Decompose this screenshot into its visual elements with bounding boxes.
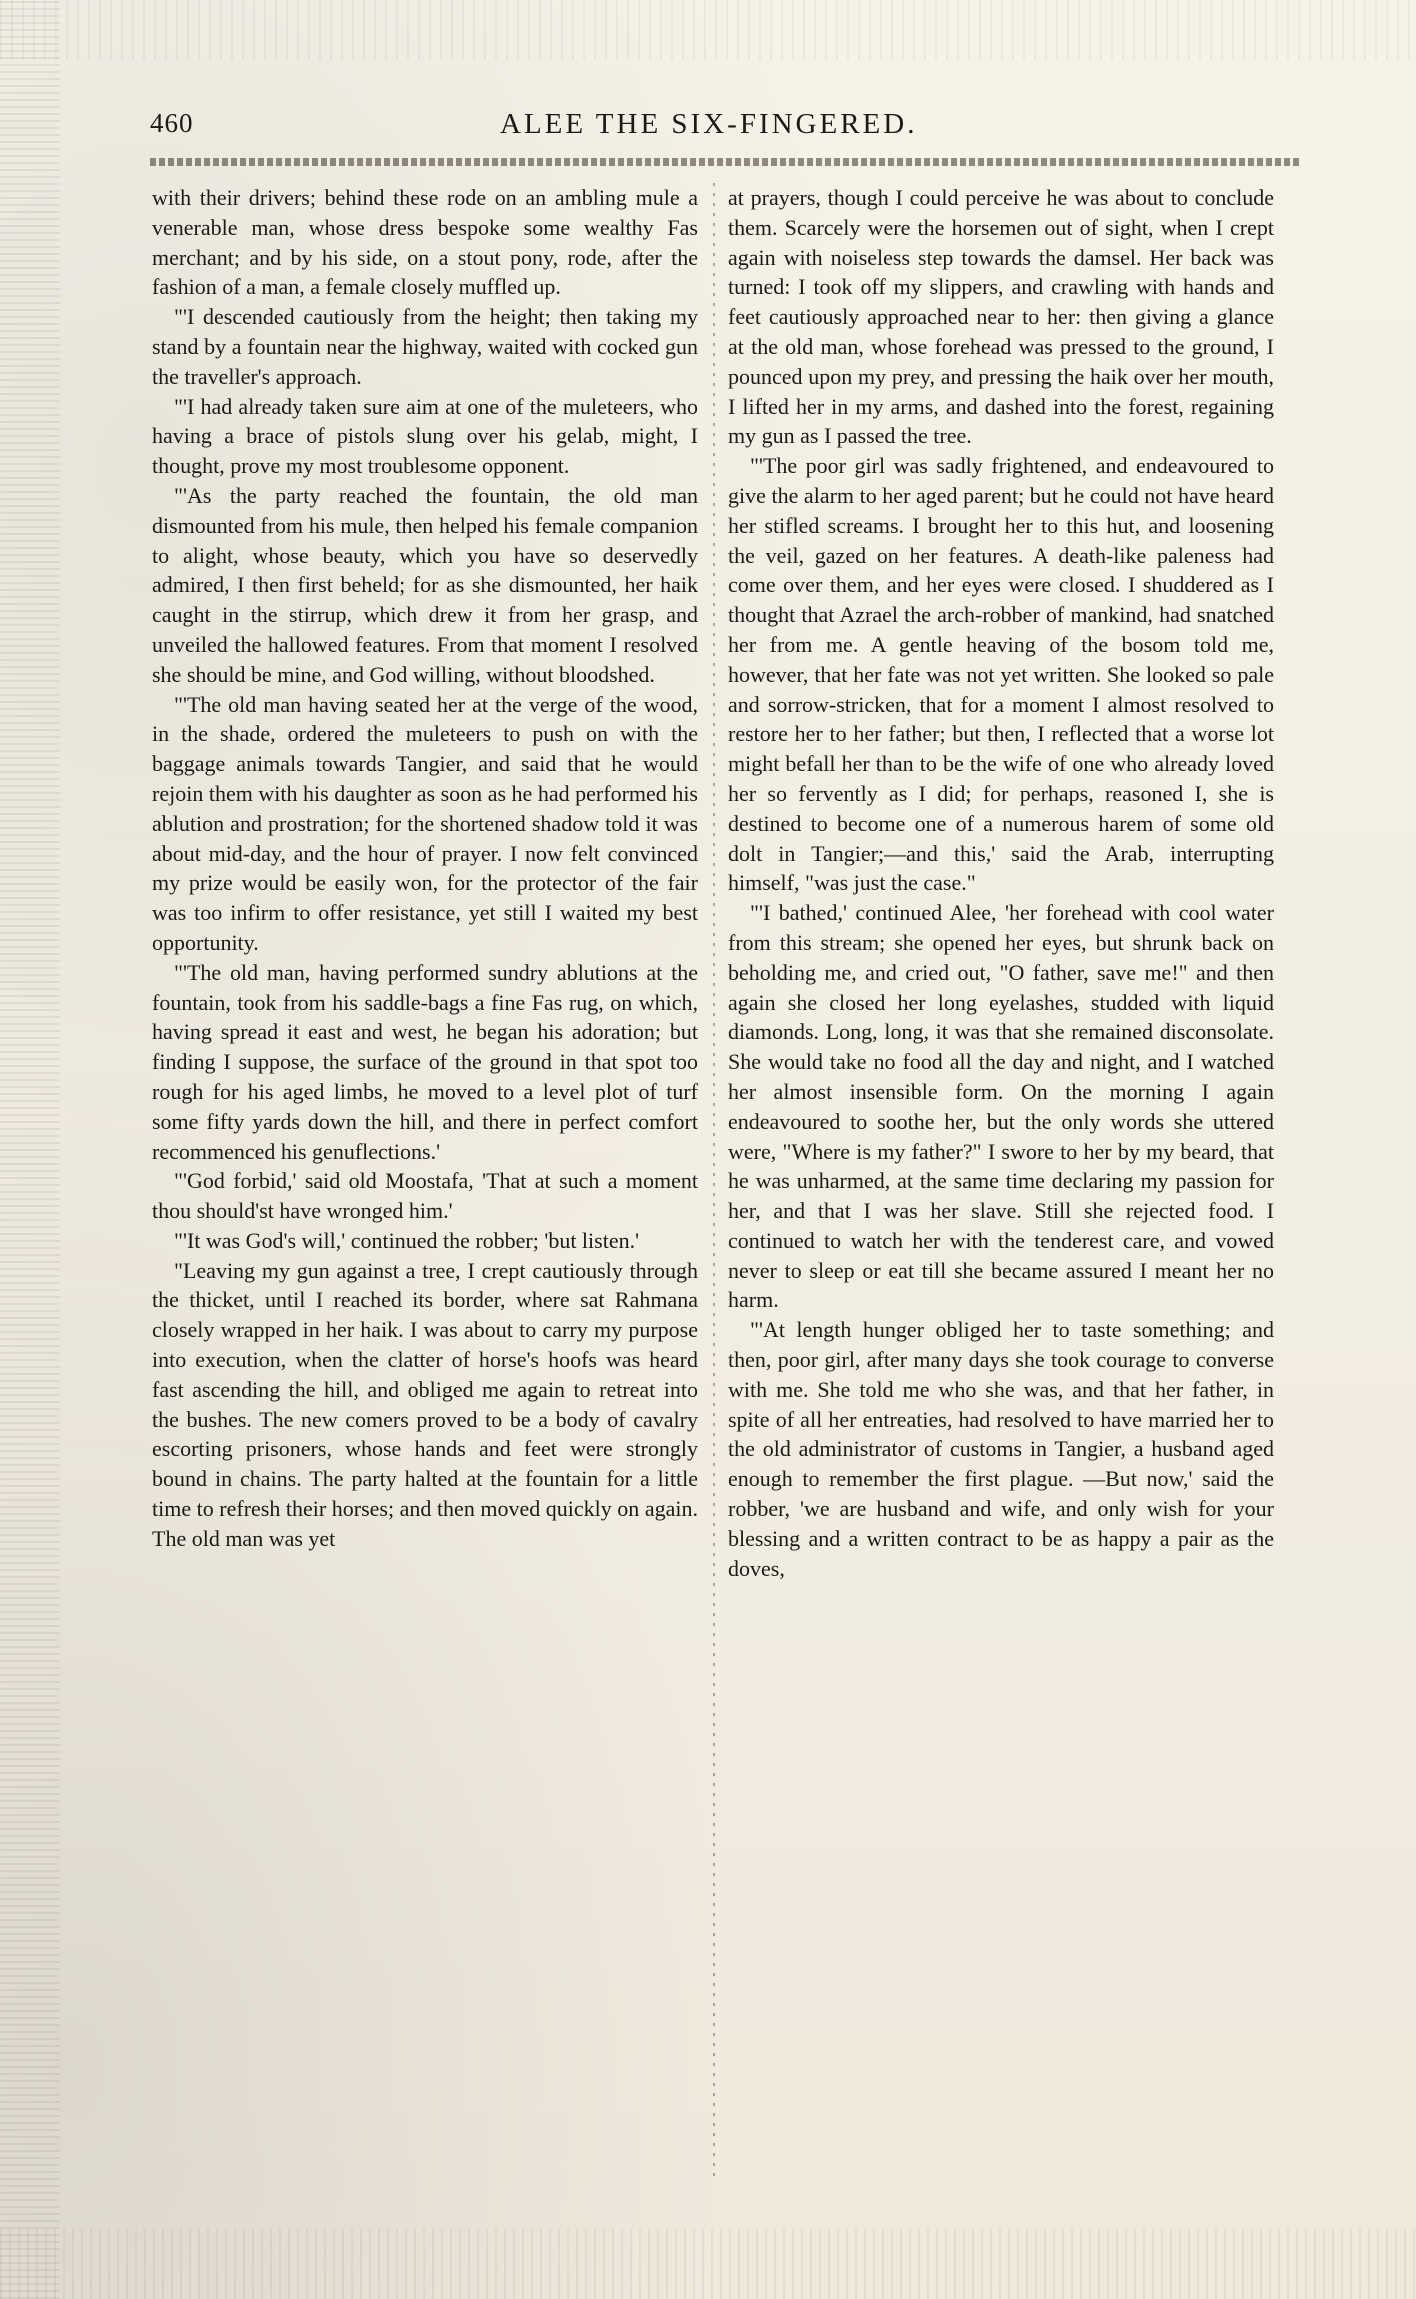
left-paragraph: "'I had already taken sure aim at one of the muleteers, who having a brace of pistols slung over his gelab, might, I thought, prove my most troublesome opponent. [152,393,698,479]
header-rule [150,158,1300,166]
left-column [152,183,698,2183]
running-title: ALEE THE SIX-FINGERED. [500,108,918,140]
right-column [728,183,1274,2183]
left-paragraph: "'It was God's will,' continued the robber; 'but listen.' [174,1227,640,1253]
scan-noise-bottom [0,2229,1416,2299]
page-header [150,108,1300,148]
left-paragraph: with their drivers; behind these rode on an ambling mule a venerable man, whose dress bespoke some wealthy Fas merchant; and by his side, on a stout pony, rode, after the fashion of a man, a female closely muffled up. [152,185,698,300]
left-paragraph: "'God forbid,' said old Moostafa, 'That at such a moment thou should'st have wronged him.' [152,1168,698,1224]
left-paragraph: "'The old man, having performed sundry ablutions at the fountain, took from his saddle-bags a fine Fas rug, on which, having spread it east and west, he began his adoration; but finding I suppose, the surface of the ground in that spot too rough for his aged limbs, he moved to a level plot of turf some fifty yards down the hill, and there in perfect comfort recommenced his genuflections.' [152,959,698,1164]
scan-noise-left [0,0,60,2299]
left-paragraph: "'I descended cautiously from the height; then taking my stand by a fountain near the highway, waited with cocked gun the traveller's approach. [152,304,698,389]
left-paragraph: "'The old man having seated her at the verge of the wood, in the shade, ordered the muleteers to push on with the baggage animals towards Tangier, and said that he would rejoin them with his daughter as soon as he had performed his ablution and prostration; for the shortened shadow told it was about mid-day, and the hour of prayer. I now felt convinced my prize would be easily won, for the protector of the fair was too infirm to offer resistance, yet still I waited my best opportunity. [152,691,698,955]
right-paragraph: "'At length hunger obliged her to taste something; and then, poor girl, after many days she took courage to converse with me. She told me who she was, and that her father, in spite of all her entreaties, had resolved to have married her to the old administrator of customs in Tangier, a husband aged enough to remember the first plague. —But now,' said the robber, 'we are husband and wife, and only wish for your blessing and a written contract to be as happy a pair as the doves, [728,1317,1274,1581]
left-paragraph: "'As the party reached the fountain, the old man dismounted from his mule, then helped his female companion to alight, whose beauty, which you have so deservedly admired, I then first beheld; for as she dismounted, her haik caught in the stirrup, which drew it from her grasp, and unveiled the hallowed features. From that moment I resolved she should be mine, and God willing, without bloodshed. [152,482,698,687]
left-paragraph: "Leaving my gun against a tree, I crept cautiously through the thicket, until I reached its border, where sat Rahmana closely wrapped in her haik. I was about to carry my purpose into execution, when the clatter of horse's hoofs was heard fast ascending the hill, and obliged me again to retreat into the bushes. The new comers proved to be a body of cavalry escorting prisoners, whose hands and feet were strongly bound in chains. The party halted at the fountain for a little time to refresh their horses; and then moved quickly on again. The old man was yet [152,1257,698,1551]
column-gutter [713,183,715,2183]
scan-noise-top [0,0,1416,60]
right-paragraph: "'I bathed,' continued Alee, 'her forehead with cool water from this stream; she opened her eyes, but shrunk back on beholding me, and cried out, "O father, save me!" and then again she closed her long eyelashes, studded with liquid diamonds. Long, long, it was that she remained disconsolate. She would take no food all the day and night, and I watched her almost insensible form. On the morning I again endeavoured to soothe her, but the only words she uttered were, "Where is my father?" I swore to her by my beard, that he was unharmed, at the same time declaring my passion for her, and that I was her slave. Still she rejected food. I continued to watch her with the tenderest care, and vowed never to sleep or eat till she became assured I meant her no harm. [728,900,1274,1313]
right-paragraph: "'The poor girl was sadly frightened, and endeavoured to give the alarm to her aged parent; but he could not have heard her stifled screams. I brought her to this hut, and loosening the veil, gazed on her features. A death-like paleness had come over them, and her eyes were closed. I shuddered as I thought that Azrael the arch-robber of mankind, had snatched her from me. A gentle heaving of the bosom told me, however, that her fate was not yet written. She looked so pale and sorrow-stricken, that for a moment I almost resolved to restore her to her father; but then, I reflected that a worse lot might befall her than to be the wife of one who already loved her so fervently as I did; for perhaps, reasoned I, she is destined to become one of a numerous harem of some old dolt in Tangier;—and this,' said the Arab, interrupting himself, "was just the case." [728,453,1274,896]
page-number: 460 [150,108,194,138]
right-paragraph: at prayers, though I could perceive he was about to conclude them. Scarcely were the horsemen out of sight, when I crept again with noiseless step towards the damsel. Her back was turned: I took off my slippers, and crawling with hands and feet cautiously approached near to her: then giving a glance at the old man, whose forehead was pressed to the ground, I pounced upon my prey, and pressing the haik over her mouth, I lifted her in my arms, and dashed into the forest, regaining my gun as I passed the tree. [728,185,1274,449]
